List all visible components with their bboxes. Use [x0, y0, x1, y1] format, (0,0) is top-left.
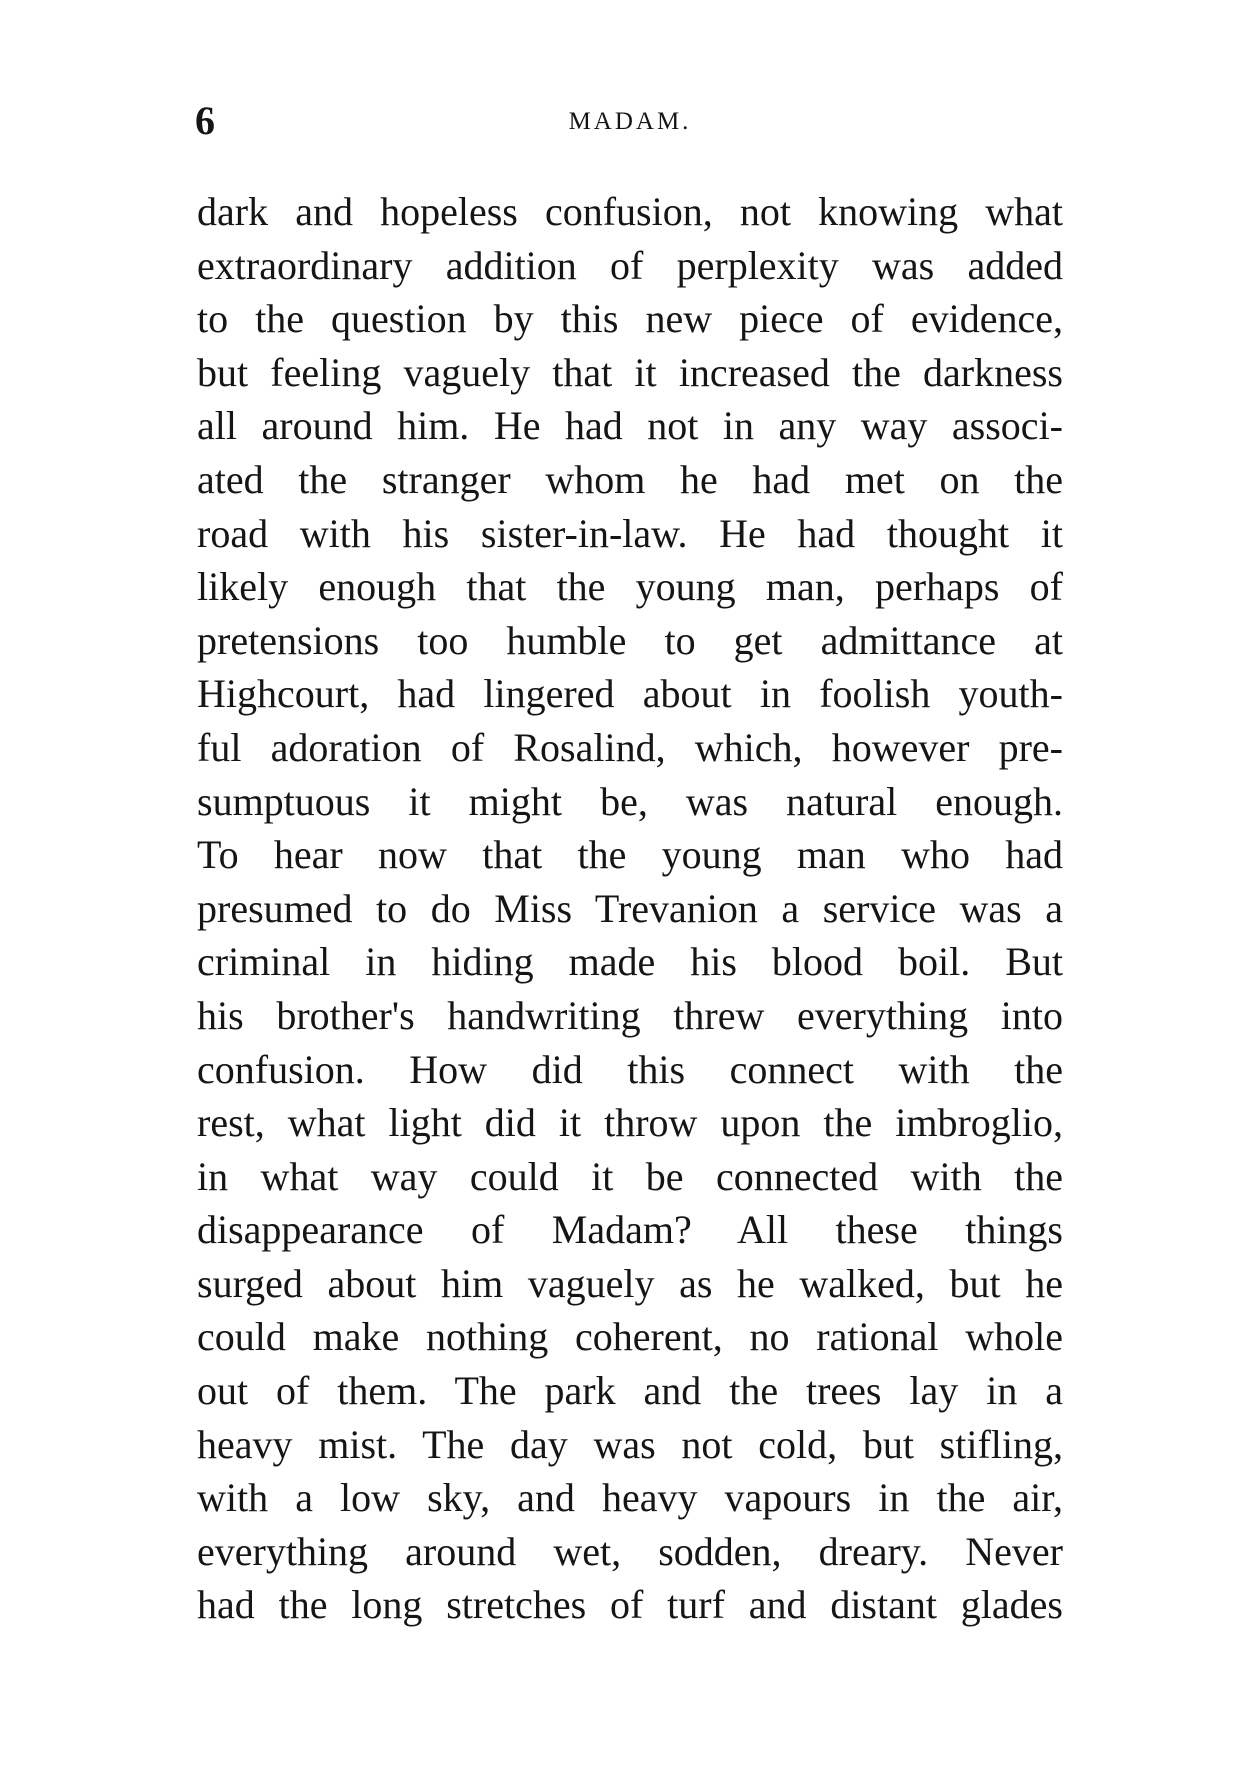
- text-line: all around him. He had not in any way associ-: [197, 403, 1063, 449]
- text-line: criminal in hiding made his blood boil. But: [197, 939, 1063, 985]
- text-line: presumed to do Miss Trevanion a service was a: [197, 885, 1063, 931]
- text-line: to the question by this new piece of evidence,: [197, 296, 1063, 342]
- text-line: Highcourt, had lingered about in foolish youth-: [197, 671, 1063, 717]
- text-line: rest, what light did it throw upon the imbroglio,: [197, 1100, 1063, 1146]
- text-line: out of them. The park and the trees lay in a: [197, 1368, 1063, 1414]
- text-line: likely enough that the young man, perhaps of: [197, 564, 1063, 610]
- text-line: could make nothing coherent, no rational whole: [197, 1314, 1063, 1360]
- text-line: had the long stretches of turf and distant glades: [197, 1582, 1063, 1628]
- body-text: [197, 185, 1063, 1632]
- text-line: heavy mist. The day was not cold, but stifling,: [197, 1421, 1063, 1467]
- text-line: ful adoration of Rosalind, which, however pre-: [197, 724, 1063, 770]
- text-line: confusion. How did this connect with the: [197, 1046, 1063, 1092]
- page-number: 6: [195, 98, 215, 143]
- text-line: disappearance of Madam? All these things: [197, 1207, 1063, 1253]
- text-line: sumptuous it might be, was natural enough.: [197, 778, 1063, 824]
- text-line: everything around wet, sodden, dreary. Never: [197, 1528, 1063, 1574]
- text-line: in what way could it be connected with the: [197, 1153, 1063, 1199]
- running-head: [195, 96, 1065, 146]
- text-line: dark and hopeless confusion, not knowing what: [197, 189, 1063, 234]
- text-line: To hear now that the young man who had: [197, 832, 1063, 878]
- text-line: road with his sister-in-law. He had thought it: [197, 510, 1063, 556]
- running-title: MADAM.: [568, 108, 692, 135]
- text-line: pretensions too humble to get admittance at: [197, 617, 1063, 663]
- text-line: with a low sky, and heavy vapours in the air,: [197, 1475, 1063, 1521]
- text-line: surged about him vaguely as he walked, but he: [197, 1260, 1063, 1306]
- text-line: ated the stranger whom he had met on the: [197, 456, 1063, 502]
- text-line: extraordinary addition of perplexity was added: [197, 242, 1063, 288]
- text-line: but feeling vaguely that it increased the darkness: [197, 349, 1063, 395]
- text-line: his brother's handwriting threw everything into: [197, 992, 1063, 1038]
